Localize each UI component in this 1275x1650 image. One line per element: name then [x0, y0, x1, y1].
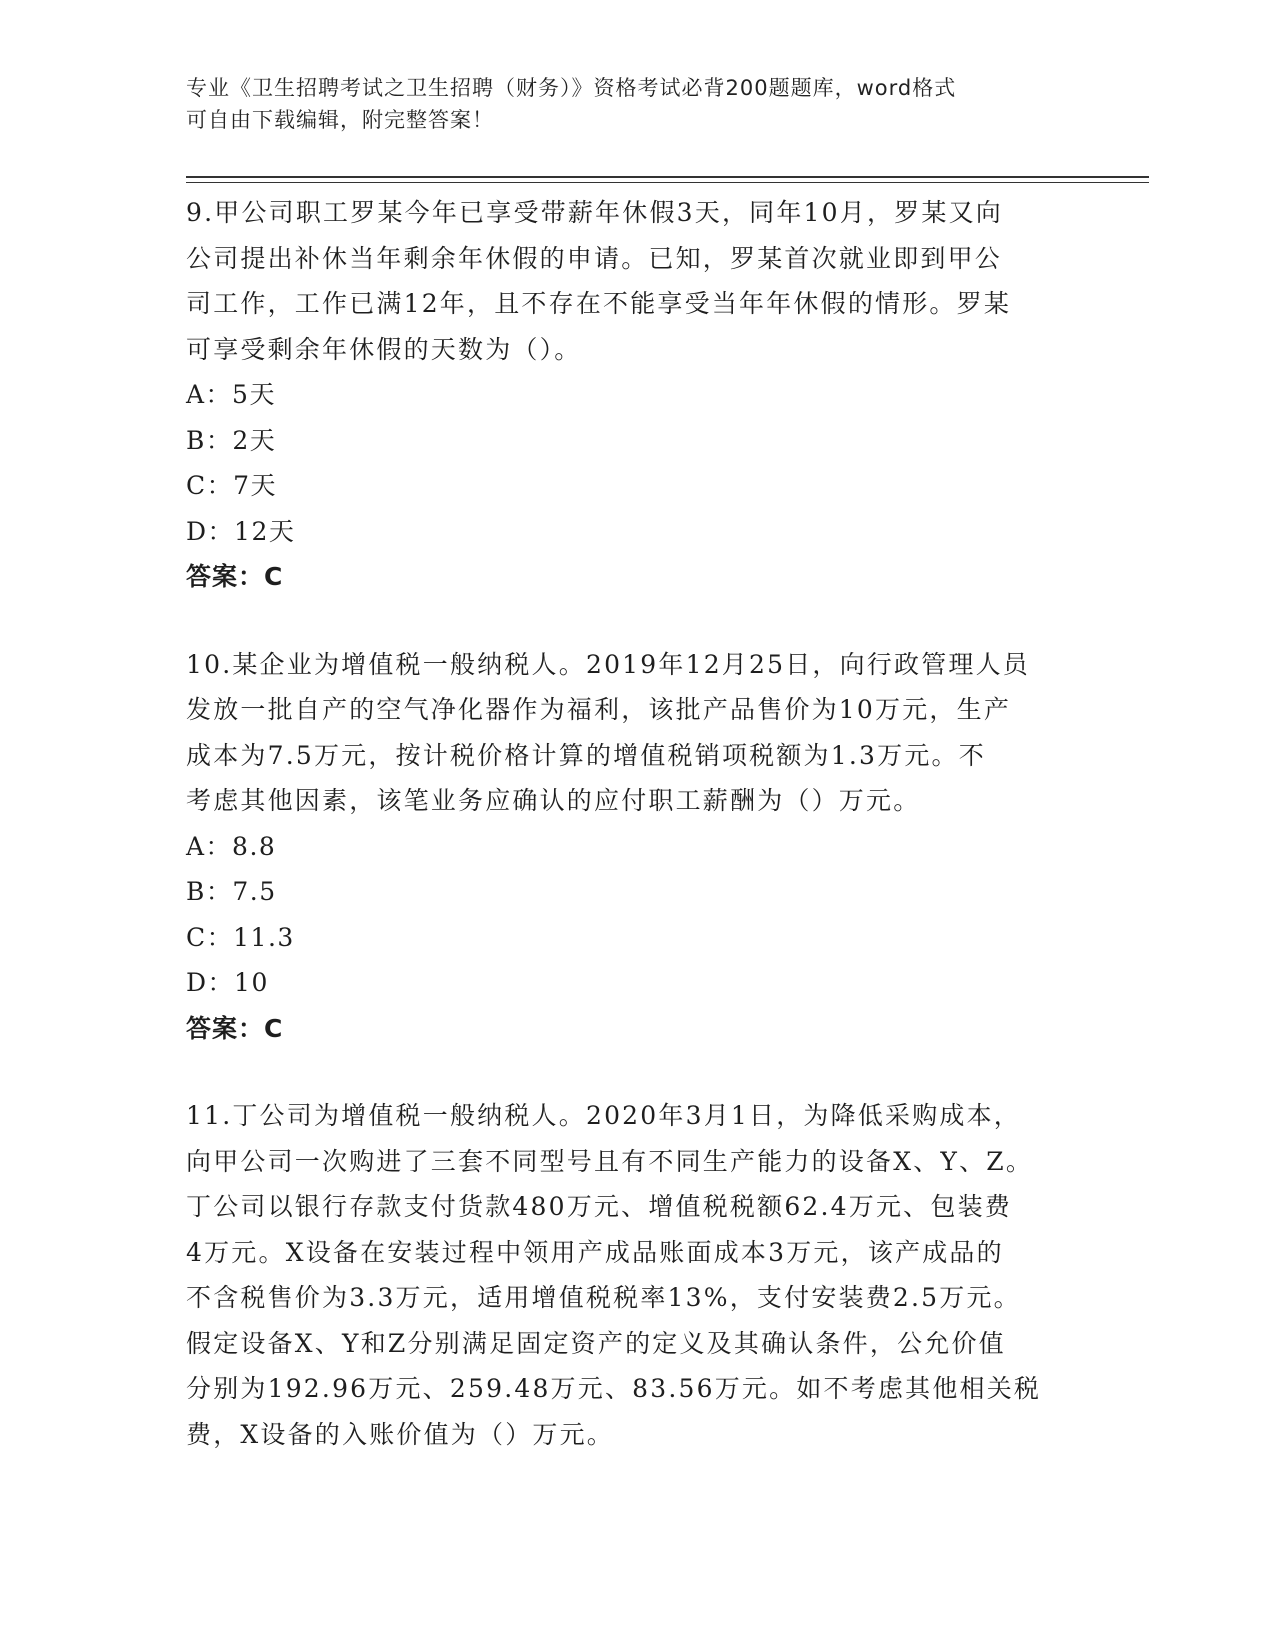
question-stem-line: 司工作，工作已满12年，且不存在不能享受当年年休假的情形。罗某 [186, 289, 1012, 318]
option-d: D：12天 [186, 516, 296, 546]
question-stem-line: 可享受剩余年休假的天数为（）。 [186, 334, 582, 364]
question-stem-line: 不含税售价为3.3万元，适用增值税税率13%，支付安装费2.5万元。 [186, 1283, 1021, 1312]
header-line-2: 可自由下载编辑，附完整答案！ [186, 108, 494, 132]
question-stem-line: 向甲公司一次购进了三套不同型号且有不同生产能力的设备X、Y、Z。 [186, 1146, 1034, 1176]
question-10 [186, 642, 1086, 1052]
answer-line: 答案：C [186, 1013, 284, 1043]
answer-line: 答案：C [186, 562, 284, 591]
question-stem-line: 发放一批自产的空气净化器作为福利，该批产品售价为10万元，生产 [186, 695, 1012, 724]
question-stem-line: 10.某企业为增值税一般纳税人。2019年12月25日，向行政管理人员 [186, 649, 1031, 679]
question-stem-line: 考虑其他因素，该笔业务应确认的应付职工薪酬为（）万元。 [186, 786, 921, 815]
option-a: A：8.8 [186, 831, 277, 861]
document-header [186, 72, 1086, 136]
question-stem-line: 假定设备X、Y和Z分别满足固定资产的定义及其确认条件，公允价值 [186, 1328, 1006, 1358]
header-line-1: 专业《卫生招聘考试之卫生招聘（财务）》资格考试必背200题题库，word格式 [186, 76, 957, 100]
option-c: C：11.3 [186, 922, 295, 952]
option-d: D：10 [186, 968, 269, 997]
question-stem-line: 成本为7.5万元，按计税价格计算的增值税销项税额为1.3万元。不 [186, 740, 986, 770]
question-stem-line: 9.甲公司职工罗某今年已享受带薪年休假3天，同年10月，罗某又向 [186, 198, 1003, 227]
question-stem-line: 丁公司以银行存款支付货款480万元、增值税税额62.4万元、包装费 [186, 1192, 1012, 1221]
question-9 [186, 190, 1086, 600]
question-spacer [186, 600, 1086, 642]
option-b: B：7.5 [186, 877, 277, 906]
question-stem-line: 11.丁公司为增值税一般纳税人。2020年3月1日，为降低采购成本， [186, 1101, 1021, 1130]
option-c: C：7天 [186, 471, 278, 500]
header-divider-thin [186, 182, 1149, 183]
question-11 [186, 1093, 1086, 1457]
question-spacer [186, 1051, 1086, 1093]
option-b: B：2天 [186, 425, 277, 455]
question-stem-line: 分别为192.96万元、259.48万元、83.56万元。如不考虑其他相关税 [186, 1374, 1042, 1403]
question-stem-line: 4万元。X设备在安装过程中领用产成品账面成本3万元，该产成品的 [186, 1237, 1004, 1267]
question-list [186, 190, 1086, 1457]
header-divider-thick [186, 176, 1149, 178]
question-stem-line: 公司提出补休当年剩余年休假的申请。已知，罗某首次就业即到甲公 [186, 243, 1003, 273]
question-stem-line: 费，X设备的入账价值为（）万元。 [186, 1419, 614, 1449]
option-a: A：5天 [186, 380, 276, 409]
